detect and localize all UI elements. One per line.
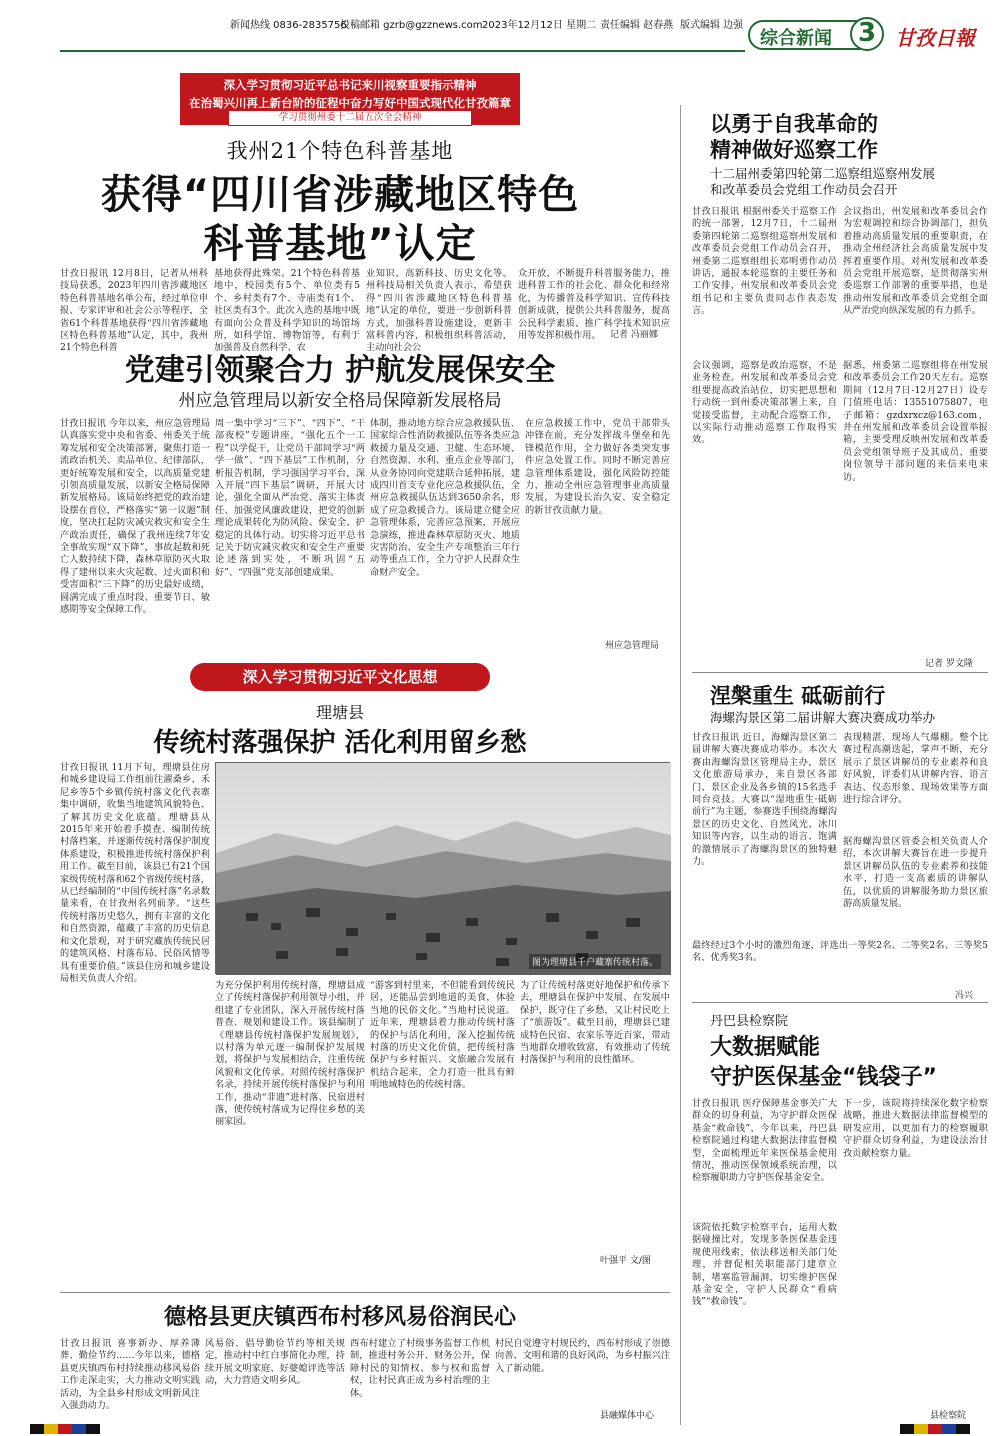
speech-subhead: 海螺沟景区第二届讲解大赛决赛成功举办 — [710, 710, 936, 725]
column-divider — [680, 105, 681, 1425]
procuratorate-col-2: 该院依托数字检察平台，运用大数据碰撞比对，发现多条医保基金违规使用线索，依法移送相关部门处理，并督促相关职能部门建章立制，堵塞监管漏洞，切实维护医保基金安全，守护人民群众“看病钱”“救命钱”。 — [692, 1222, 837, 1308]
village-kicker: 理塘县 — [315, 703, 364, 722]
village-landscape-image — [216, 763, 671, 975]
village-col-3: “游客到村里来，不但能看到传统民居，还能品尝到地道的美食，体验当地的民俗文化。”当地村民说道。近年来，理塘县着力推动传统村落的保护与活化利用，深入挖掘传统村落的历史文化价值，把传统村落保护与乡村振兴、文旅融合发展有机结合起来，全力打造一批具有鲜明地域特色的传统村落。 — [370, 980, 515, 1091]
speech-headline: 涅槃重生 砥砺前行 — [710, 684, 886, 708]
inspection-subhead-1: 十二届州委第四轮第二巡察组巡察州发展 — [710, 166, 936, 181]
speech-col-1: 甘孜日报讯 近日，海螺沟景区第二届讲解大赛决赛成功举办。本次大赛由海螺沟景区管理局主办，景区文化旅游局承办，来自景区各部门、景区企业及各乡镇的15名选手同台竞技。大赛以“湿地重生·砥砺前行”为主题，参赛选手围绕海螺沟景区的历史文化、自然风光、冰川知识等内容，以生动的语言、饱满的激情展示了海螺沟景区的独特魅力。 — [692, 732, 837, 868]
banner-tag-text: 学习贯彻州委十二届五次全会精神 — [278, 112, 422, 123]
newspaper-logo: 甘孜日報 — [895, 26, 975, 50]
safety-headline: 党建引领聚合力 护航发展保安全 — [124, 353, 556, 388]
banner-tag — [228, 110, 472, 126]
section-title: 综合新闻 — [760, 28, 832, 49]
village-photo-caption: 图为理塘县千户藏寨传统村落。 — [529, 954, 661, 969]
banner-line-1: 深入学习贯彻习近平总书记来川视察重要指示精神 — [223, 78, 477, 92]
science-byline: 记者 冯丽娜 — [610, 330, 658, 340]
dege-byline: 县融媒体中心 — [600, 1411, 655, 1421]
safety-byline: 州应急管理局 — [605, 641, 660, 651]
village-bottom-rule — [60, 1292, 670, 1293]
speech-col-2: 表现精湛、现场人气爆棚。整个比赛过程高潮迭起，掌声不断，充分展示了景区讲解员的专业素养和良好风貌，评委们从讲解内容、语言表达、仪态形象、现场效果等方面进行综合评分。 — [843, 732, 988, 806]
science-col-2: 基地获得此殊荣。21个特色科普基地中，校园类有5个、单位类有5个、乡村类有7个、寺庙类有1个、社区类有3个。此次入选的基地中既有面向公众普及科学知识的场馆场所，如科学馆、博物馆等，有利于加强普及自然科学、农 — [214, 268, 360, 354]
dege-col-3: 西布村建立了村级事务监督工作机制，推进村务公开、财务公开，保障村民的知情权、参与权和监督权，让村民真正成为乡村治理的主体。 — [350, 1338, 490, 1399]
email: 投稿邮箱 gzrb@gzznews.com — [340, 20, 483, 31]
inspection-col-3: 会议强调，巡察是政治巡察，不是业务检查。州发展和改革委员会党组要提高政治站位，切实把思想和行动统一到州委决策部署上来，自觉接受监督，主动配合巡察工作，以实际行动推动巡察工作取得实效。 — [692, 360, 837, 446]
page-number: 3 — [858, 18, 877, 48]
village-headline: 传统村落强保护 活化利用留乡愁 — [153, 728, 527, 758]
science-kicker: 我州21个特色科普基地 — [226, 139, 454, 163]
village-photo — [215, 762, 670, 974]
color-bar-left — [30, 1424, 100, 1434]
safety-subhead: 州应急管理局以新安全格局保障新发展格局 — [178, 391, 502, 411]
dege-col-4: 村民自觉遵守村规民约，西布村形成了崇德向善、文明和谐的良好风尚，为乡村振兴注入了新动能。 — [495, 1338, 670, 1374]
dege-col-1: 甘孜日报讯 喜事新办、厚养薄葬、勤俭节约……今年以来，德格县更庆镇西布村持续推动移风易俗工作走深走实，大力推动文明实践活动，为全县乡村形成文明新风注入强劲动力。 — [60, 1338, 200, 1412]
top-bar — [0, 0, 1000, 60]
science-col-1: 甘孜日报讯 12月8日，记者从州科技局获悉，2023年四川省涉藏地区特色科普基地名单公布，经过单位申报、专家评审和社会公示等程序，全省61个科普基地获得“四川省涉藏地区特色科普基地”认定，其中，我州21个特色科普 — [60, 268, 208, 354]
procuratorate-byline: 县检察院 — [930, 1411, 967, 1421]
inspection-headline-2: 精神做好巡察工作 — [710, 138, 878, 162]
color-bar-right — [900, 1424, 970, 1434]
hotline: 新闻热线 0836-2835756 — [230, 20, 347, 31]
speech-col-4: 最终经过3个小时的激烈角逐，评选出一等奖2名、二等奖2名、三等奖5名、优秀奖3名。 — [692, 940, 988, 964]
science-headline-1: 获得“四川省涉藏地区特色 — [100, 172, 580, 218]
inspection-byline: 记者 罗文隆 — [925, 659, 973, 669]
speech-col-3: 据海螺沟景区管委会相关负责人介绍，本次讲解大赛旨在进一步提升景区讲解员队伍的专业素养和技能水平，打造一支高素质的讲解队伍，以优质的讲解服务助力景区旅游高质量发展。 — [843, 836, 988, 910]
safety-col-1: 甘孜日报讯 今年以来，州应急管理局认真落实党中央和省委、州委关于统筹发展和安全决策部署，聚焦打造一流政治机关、卖品单位、纪律部队，更好统筹发展和安全，以高质量党建引领高质量发展，以新安全格局保障新发展格局。该局始终把党的政治建设摆在首位，严格落实“第一议题”制度，坚决扛起防灾减灾救灾和安全生产政治责任，确保了我州连续7年安全事故实现“双下降”，事故起数和死亡人数持续下降，森林草原防灭火取得了建州以来火灾起数、过火面积和受害面积“三下降”的历史最好成绩，圆满完成了重点时段、重要节日、敏感期等安全保障工作。 — [60, 418, 210, 616]
speech-byline: 冯兴 — [955, 991, 974, 1001]
banner-line-2: 在治蜀兴川再上新台阶的征程中奋力写好中国式现代化甘孜篇章 — [189, 96, 511, 110]
culture-banner-text: 深入学习贯彻习近平文化思想 — [242, 668, 438, 686]
top-rule — [60, 50, 745, 52]
inspection-col-1: 甘孜日报讯 根据州委关于巡察工作的统一部署，12月7日，十二届州委第四轮第二巡察组巡察州发展和改革委员会党组工作动员会召开，州委第二巡察组组长邓明勇作动员讲话，通报本轮巡察的主要任务和工作安排，州发展和改革委员会党组书记和主要负责同志作表态发言。 — [692, 206, 837, 317]
science-headline-2: 科普基地”认定 — [203, 221, 477, 267]
science-col-3: 业知识、高新科技、历史文化等。州科技局相关负责人表示，希望获得“四川省涉藏地区特色科普基地”认定的单位，要进一步创新科普方式，加强科普设施建设，更新丰富科普内容，积极组织科普活动，主动向社会公 — [366, 268, 512, 354]
editor: 责任编辑 赵春燕 — [600, 20, 674, 31]
right-rule-2 — [692, 1002, 988, 1003]
procuratorate-headline-1: 大数据赋能 — [710, 1035, 821, 1060]
inspection-col-4: 据悉，州委第二巡察组将在州发展和改革委员会工作20天左右。巡察期间（12月7日-12月27日）设专门值班电话：13551075807，电子邮箱：gzdxrxcz@163.com，并在州发展和改革委员会设置举报箱，主要受理反映州发展和改革委员会党组领导班子及其成员、重要岗位领导干部问题的来信来电来访。 — [843, 360, 988, 483]
safety-col-4: 在应急救援工作中，党员干部带头冲锋在前，充分发挥战斗堡垒和先锋模范作用，全力做好各类突发事件应急处置工作。同时不断完善应急管理体系建设，强化风险防控能力，推动全州应急管理事业高质量发展，为建设长治久安、安全稳定的新甘孜贡献力量。 — [525, 418, 670, 516]
village-col-1: 甘孜日报讯 11月下旬，理塘县住房和城乡建设局工作组前往濯桑乡、禾尼乡等5个乡镇传统村落文化代表寨集中调研，收集当地建筑风貌特色、了解其历史文化底蕴。理塘县从2015年来开始着手摸查、编制传统村落档案，并逐渐传统村落保护制度体系建设，积极推进传统村落保护利用工作。截至目前，该县已有21个国家级传统村落和62个省级传统村落，从已经编制的“中国传统村落”名录数量来看，在甘孜州名列前茅。“这些传统村落历史悠久，拥有丰富的文化和自然资源，蕴藏了丰富的历史信息和文化景观，对于研究藏族传统民居的建筑风格、村落布局、民俗风情等具有重要价值。”该县住房和城乡建设局相关负责人介绍。 — [60, 762, 210, 984]
safety-col-3: 体制，推动地方综合应急救援队伍、国家综合性消防救援队伍等各类应急救援力量及交通、卫健、生态环境、自然资源、水利、重点企业等部门，从业务协同向党建联合延伸拓展，建成四川首支专业化应急救援队伍，全州应急救援队伍达到3650余名，形成了应急救援合力。该局建立健全应急管理体系，完善应急预案，开展应急演练，推进森林草原防灭火、地质灾害防治、安全生产专项整治三年行动等重点工作，全力守护人民群众生命财产安全。 — [370, 418, 520, 578]
procuratorate-kicker: 丹巴县检察院 — [710, 1014, 789, 1029]
inspection-headline-1: 以勇于自我革命的 — [710, 112, 878, 136]
science-col-4: 众开放，不断提升科普服务能力，推进科普工作的社会化、群众化和经常化，为传播普及科学知识、宣传科技创新成就，提供公共科普服务，提高公民科学素质、推广科学技术知识应用等发挥积极作用。 — [518, 268, 670, 342]
culture-banner — [190, 663, 490, 691]
inspection-subhead-2: 和改革委员会党组工作动员会召开 — [710, 182, 898, 197]
dege-headline: 德格县更庆镇西布村移风易俗润民心 — [163, 1305, 516, 1330]
village-byline: 叶强平 文/图 — [600, 1256, 651, 1266]
issue-date: 2023年12月12日 星期二 — [482, 20, 597, 31]
inspection-col-2: 会议指出，州发展和改革委员会作为宏观调控和综合协调部门，担负着推动高质量发展的重要职责，在推动全州经济社会高质量发展中发挥着重要作用。对州发展和改革委员会党组开展巡察，是贯彻落实州委巡察工作部署的重要举措，也是推动州发展和改革委员会党组全面从严治党向纵深发展的有力抓手。 — [843, 206, 988, 317]
village-col-4: 为了让传统村落更好地保护和传承下去，理塘县在保护中发展、在发展中保护，既守住了乡愁，又让村民吃上了“旅游饭”。截至目前，理塘县已建成特色民宿、农家乐等近百家，带动当地群众增收致富，有效推动了传统村落保护与利用的良性循环。 — [520, 980, 670, 1066]
procuratorate-col-3: 下一步，该院将持续深化数字检察战略，推进大数据法律监督模型的研发应用，以更加有力的检察履职守护群众切身利益，为建设法治甘孜贡献检察力量。 — [843, 1098, 988, 1159]
layout-editor: 版式编辑 边强 — [680, 20, 744, 31]
procuratorate-headline-2: 守护医保基金“钱袋子” — [710, 1065, 937, 1090]
dege-col-2: 风易俗、倡导勤俭节约等相关规定，推动村中红白事简化办理，持续开展文明家庭、好婆媳评选等活动，大力营造文明乡风。 — [205, 1338, 345, 1387]
safety-col-2: 周一集中学习“三下”、“四下”、“干部夜校”专题讲座，“强化五个一工程”以学促干，让党员干部同学习“两学一做”、“四下基层”工作机制，分析报告机制，学习强国学习平台，深入开展“四下基层”调研，开展大讨论，强化全面从严治党、落实主体责任、加强党风廉政建设，把党的创新理论成果转化为防风险、保安全、护稳定的具体行动。切实将习近平总书记关于防灾减灾救灾和安全生产重要论述落到实处，不断巩固“五好”、“四强”党支部创建成果。 — [215, 418, 365, 578]
right-rule-1 — [692, 672, 988, 673]
village-col-2: 为充分保护利用传统村落，理塘县成立了传统村落保护利用领导小组，并组建了专业团队，深入开展传统村落普查、规划和建设工作。该县编制了《理塘县传统村落保护发展规划》，以村落为单元逐一编制保护发展规划，将保护与发展相结合，注重传统风貌和文化传承。对照传统村落保护名录，持续开展传统村落保护与利用工作，推动“非遗”进村落、民宿进村落，使传统村落成为记得住乡愁的美丽家园。 — [215, 980, 365, 1128]
procuratorate-col-1: 甘孜日报讯 医疗保障基金事关广大群众的切身利益，为守护群众医保基金“救命钱”，今年以来，丹巴县检察院通过构建大数据法律监督模型，全面梳理近年来医保基金使用情况，推动医保领域系统治理，以检察履职助力守护医保基金安全。 — [692, 1098, 837, 1184]
